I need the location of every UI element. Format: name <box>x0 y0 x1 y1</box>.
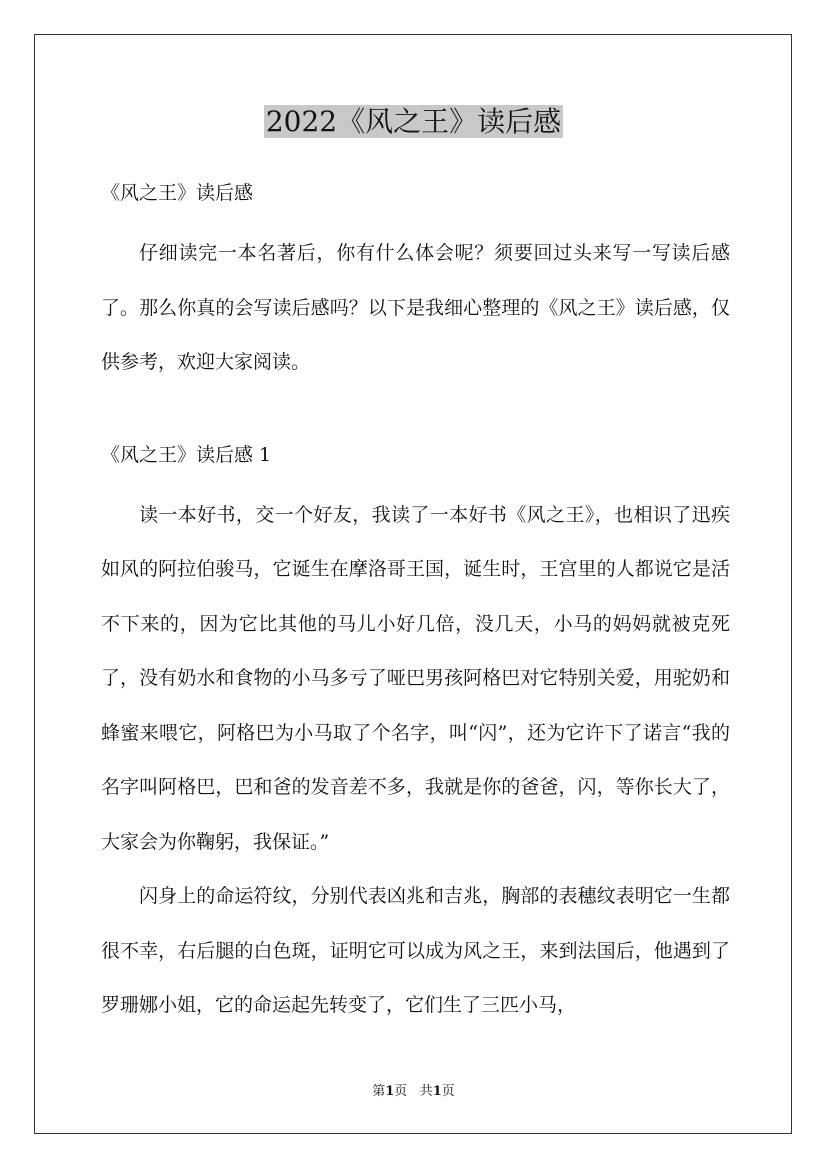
intro-paragraph: 仔细读完一本名著后，你有什么体会呢？须要回过头来写一写读后感了。那么你真的会写读后感吗？以下是我细心整理的《风之王》读后感，仅供参考，欢迎大家阅读。 <box>101 242 730 373</box>
footer-page-suffix: 页 <box>394 1084 408 1099</box>
body-paragraph: 读一本好书，交一个好友，我读了一本好书《风之王》，也相识了迅疾如风的阿拉伯骏马，它诞生在摩洛哥王国，诞生时，王宫里的人都说它是活不下来的，因为它比其他的马儿小好几倍，没几天，小马的妈妈就被克死了，没有奶水和食物的小马多亏了哑巴男孩阿格巴对它特别关爱，用驼奶和蜂蜜来喂它，阿格巴为小马取了个名字，叫“闪”，还为它许下了诺言“我的名字叫阿格巴，巴和爸的发音差不多，我就是你的爸爸，闪，等你长大了，大家会为你鞠躬，我保证。” <box>101 503 730 853</box>
body-paragraph: 闪身上的命运符纹，分别代表凶兆和吉兆，胸部的表穗纹表明它一生都很不幸，右后腿的白色斑，证明它可以成为风之王，来到法国后，他遇到了罗珊娜小姐，它的命运起先转变了，它们生了三匹小马， <box>101 885 730 1016</box>
footer-total-prefix: 共 <box>419 1084 433 1099</box>
spacer <box>101 390 730 436</box>
section-heading: 《风之王》读后感 1 <box>101 443 272 466</box>
document-title <box>0 102 827 142</box>
spacer <box>101 212 730 226</box>
footer-page-number: 1 <box>385 1084 395 1099</box>
document-body <box>101 174 730 1033</box>
footer-total-suffix: 页 <box>441 1084 455 1099</box>
spacer <box>101 474 730 488</box>
footer-total-number: 1 <box>432 1084 442 1099</box>
document-title-text: 2022《风之王》读后感 <box>265 105 562 138</box>
footer-page-prefix: 第 <box>372 1084 386 1099</box>
section-heading: 《风之王》读后感 <box>101 182 254 204</box>
page-footer <box>0 1082 827 1102</box>
